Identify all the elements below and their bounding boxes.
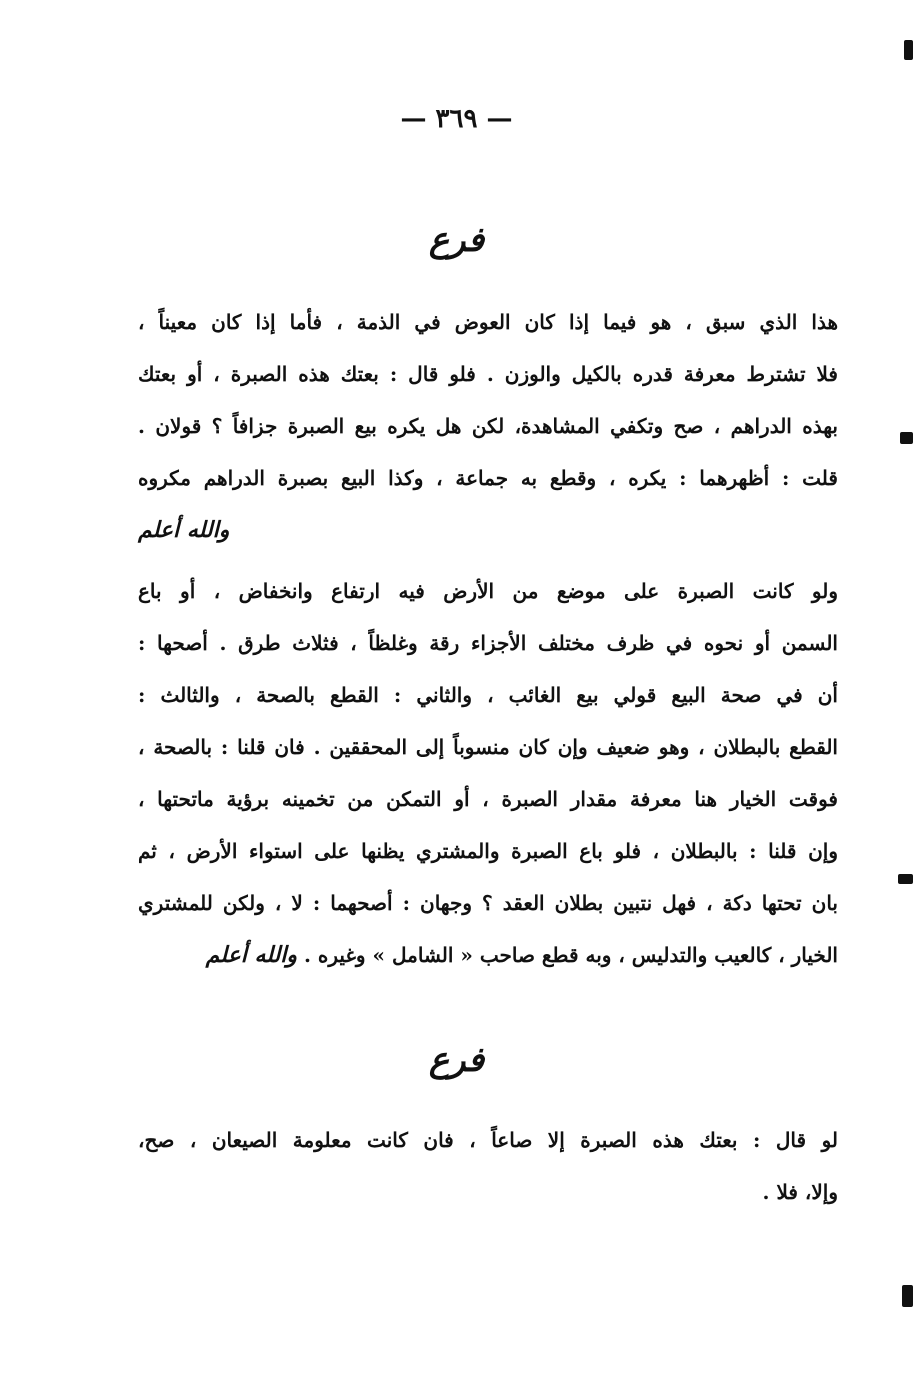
scan-edge-mark <box>902 1285 913 1307</box>
text-line: فوقت الخيار هنا معرفة مقدار الصبرة ، أو التمكن من تخمينه برؤية ماتحتها ، <box>138 787 838 811</box>
text-line: بان تحتها دكة ، فهل نتبين بطلان العقد ؟ وجهان : أصحهما : لا ، ولكن للمشتري <box>138 891 838 915</box>
page-number: — ٣٦٩ — <box>400 104 513 134</box>
text-line: هذا الذي سبق ، هو فيما إذا كان العوض في الذمة ، فأما إذا كان معيناً ، <box>138 310 838 334</box>
scan-edge-mark <box>898 874 913 884</box>
scan-edge-mark <box>904 40 913 60</box>
section-heading-2: فرع <box>428 1040 485 1080</box>
section-heading-1: فرع <box>428 220 485 260</box>
scan-edge-mark <box>900 432 913 444</box>
closing-formula: والله أعلم <box>138 517 230 543</box>
text-line: ولو كانت الصبرة على موضع من الأرض فيه ارتفاع وانخفاض ، أو باع <box>138 579 838 603</box>
text-line-content: الخيار ، كالعيب والتدليس ، وبه قطع صاحب « الشامل » وغيره . <box>303 943 838 967</box>
text-line-last <box>138 929 838 981</box>
paragraph-3 <box>138 1114 838 1218</box>
text-line: القطع بالبطلان ، وهو ضعيف وإن كان منسوباً إلى المحققين . فان قلنا : بالصحة ، <box>138 735 838 759</box>
text-line: السمن أو نحوه في ظرف مختلف الأجزاء رقة وغلظاً ، فثلاث طرق . أصحها : <box>138 631 838 655</box>
text-line: أن في صحة البيع قولي بيع الغائب ، والثاني : القطع بالصحة ، والثالث : <box>138 683 838 707</box>
closing-formula: والله أعلم <box>205 942 297 968</box>
paragraph-2 <box>138 565 838 981</box>
text-line: قلت : أظهرهما : يكره ، وقطع به جماعة ، وكذا البيع بصبرة الدراهم مكروه <box>138 466 838 490</box>
text-line: وإن قلنا : بالبطلان ، فلو باع الصبرة والمشتري يظنها على استواء الأرض ، ثم <box>138 839 838 863</box>
text-line: فلا تشترط معرفة قدره بالكيل والوزن . فلو قال : بعتك هذه الصبرة ، أو بعتك <box>138 362 838 386</box>
paragraph-1 <box>138 296 838 556</box>
text-line-last: وإلا، فلا . <box>762 1180 838 1204</box>
text-line: بهذه الدراهم ، صح وتكفي المشاهدة، لكن هل يكره بيع الصبرة جزافاً ؟ قولان . <box>138 414 838 438</box>
text-line: لو قال : بعتك هذه الصبرة إلا صاعاً ، فان كانت معلومة الصيعان ، صح، <box>138 1128 838 1152</box>
